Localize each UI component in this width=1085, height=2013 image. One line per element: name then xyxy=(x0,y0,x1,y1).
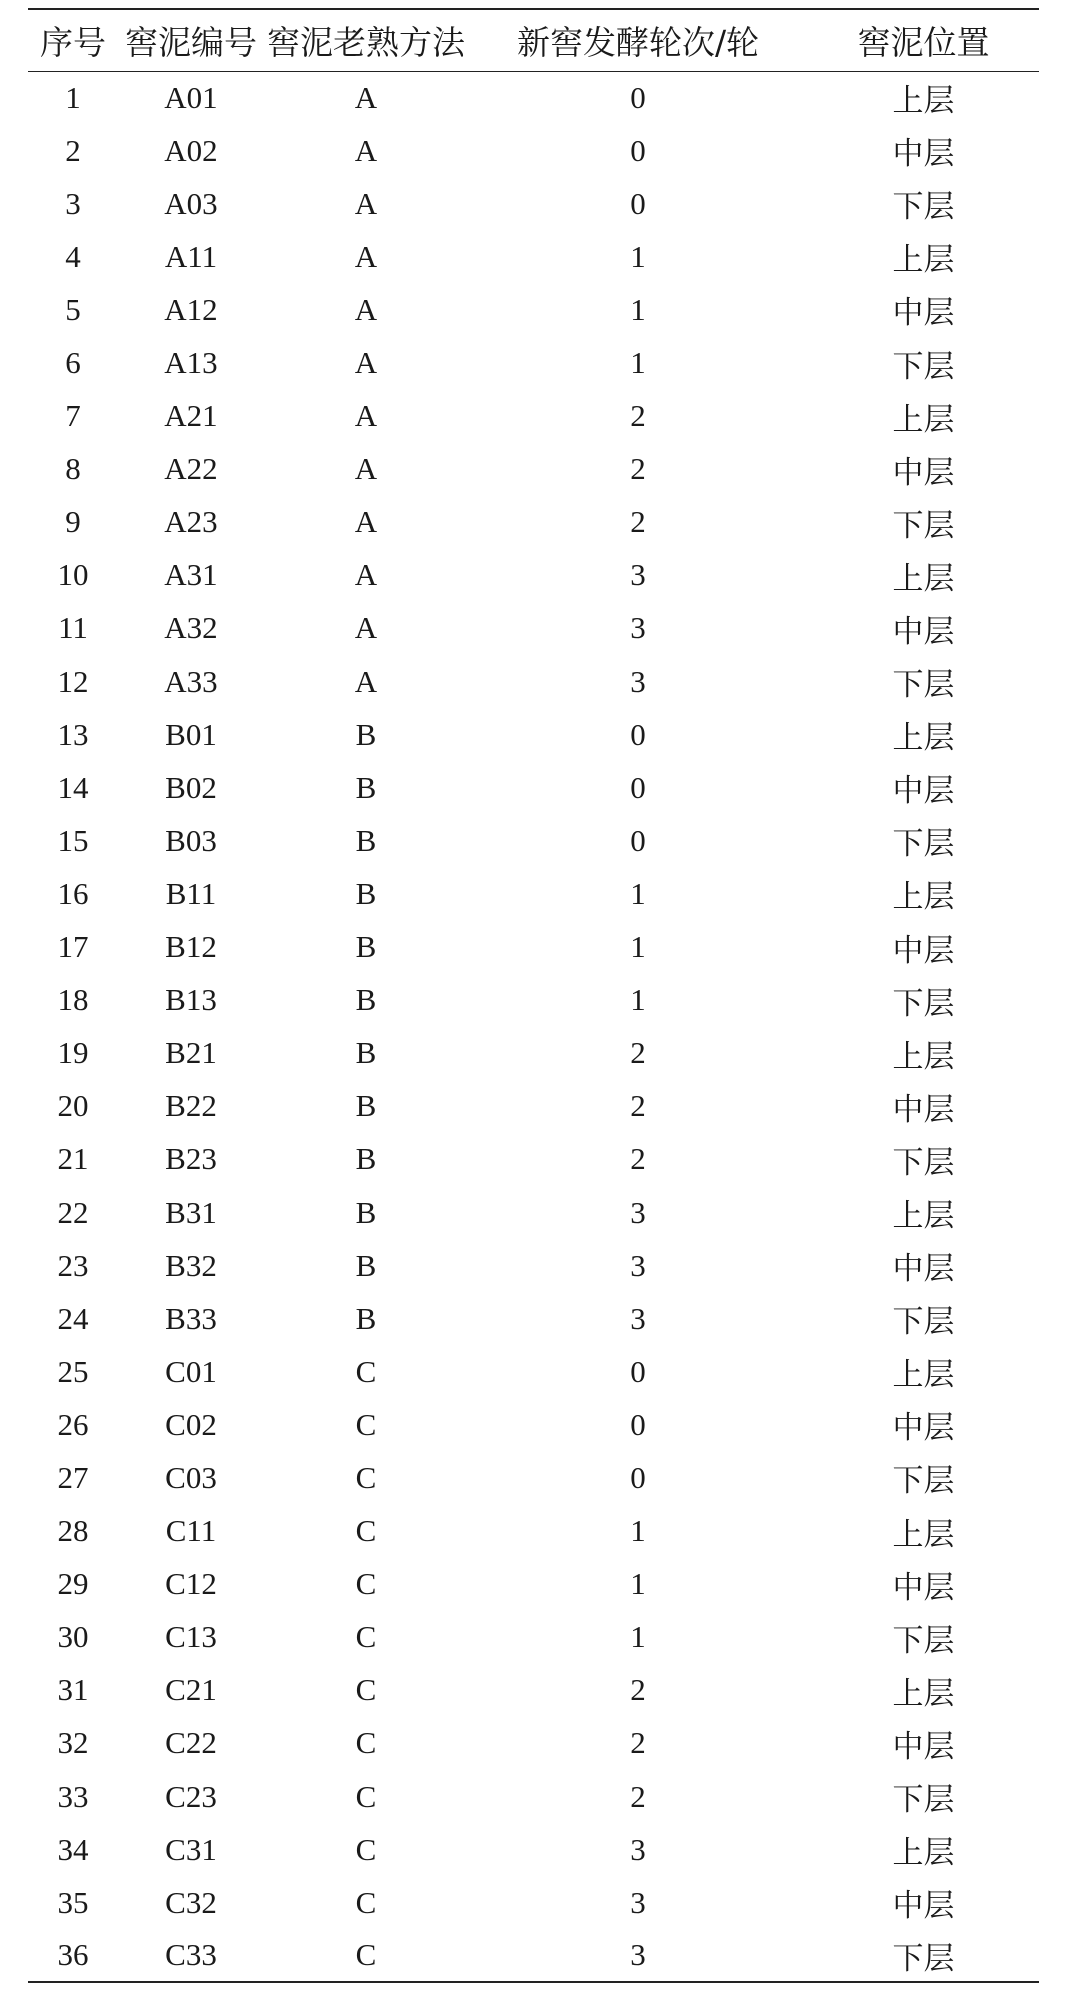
cell-pit-mud-id: A13 xyxy=(164,345,218,381)
table-row xyxy=(28,1186,1039,1239)
cell-aging-method: B xyxy=(355,1247,377,1283)
cell-pit-mud-id: B32 xyxy=(165,1247,217,1283)
cell-serial-number: 28 xyxy=(57,1513,89,1549)
cell-aging-method: A xyxy=(354,398,378,434)
cell-serial-number: 18 xyxy=(57,982,89,1018)
table-row xyxy=(28,1080,1039,1133)
cell-fermentation-round: 1 xyxy=(630,345,646,381)
cell-fermentation-round: 1 xyxy=(630,982,646,1018)
table-row xyxy=(28,1398,1039,1451)
cell-pit-mud-id: C21 xyxy=(165,1672,217,1708)
cell-pit-mud-id: B21 xyxy=(165,1035,217,1071)
cell-serial-number: 21 xyxy=(57,1141,89,1177)
cell-fermentation-round: 3 xyxy=(630,1831,646,1867)
table-row xyxy=(28,71,1039,124)
cell-fermentation-round: 0 xyxy=(630,79,646,115)
table-row xyxy=(28,974,1039,1027)
cell-pit-mud-id: B11 xyxy=(165,875,217,911)
cell-aging-method: C xyxy=(355,1566,377,1602)
cell-fermentation-round: 0 xyxy=(630,1406,646,1442)
cell-aging-method: A xyxy=(354,663,378,699)
table-row xyxy=(28,1611,1039,1664)
cell-pit-mud-position: 下层 xyxy=(892,1304,955,1341)
cell-aging-method: C xyxy=(355,1831,377,1867)
cell-pit-mud-id: B13 xyxy=(165,982,217,1018)
cell-fermentation-round: 3 xyxy=(630,557,646,593)
cell-serial-number: 8 xyxy=(65,451,81,487)
cell-pit-mud-position: 下层 xyxy=(892,826,955,863)
table-row xyxy=(28,336,1039,389)
cell-aging-method: C xyxy=(355,1353,377,1389)
cell-pit-mud-position: 上层 xyxy=(892,83,955,120)
cell-aging-method: A xyxy=(354,79,378,115)
cell-pit-mud-position: 中层 xyxy=(892,1091,955,1128)
cell-fermentation-round: 2 xyxy=(630,1035,646,1071)
cell-aging-method: A xyxy=(354,238,378,274)
cell-aging-method: A xyxy=(354,291,378,327)
cell-fermentation-round: 2 xyxy=(630,1672,646,1708)
cell-fermentation-round: 1 xyxy=(630,875,646,911)
cell-fermentation-round: 3 xyxy=(630,1300,646,1336)
cell-serial-number: 34 xyxy=(57,1831,89,1867)
cell-pit-mud-position: 下层 xyxy=(892,507,955,544)
cell-fermentation-round: 1 xyxy=(630,1566,646,1602)
cell-pit-mud-position: 下层 xyxy=(892,1622,955,1659)
cell-serial-number: 11 xyxy=(58,610,88,646)
cell-pit-mud-id: B03 xyxy=(165,822,217,858)
cell-aging-method: B xyxy=(355,1194,377,1230)
cell-serial-number: 24 xyxy=(57,1300,89,1336)
table-row xyxy=(28,867,1039,920)
cell-serial-number: 16 xyxy=(57,875,89,911)
cell-pit-mud-id: C11 xyxy=(165,1513,217,1549)
cell-pit-mud-id: A11 xyxy=(164,238,218,274)
cell-serial-number: 31 xyxy=(57,1672,89,1708)
cell-serial-number: 25 xyxy=(57,1353,89,1389)
cell-fermentation-round: 2 xyxy=(630,451,646,487)
cell-pit-mud-position: 上层 xyxy=(892,1835,955,1872)
table-row xyxy=(28,283,1039,336)
table-header xyxy=(28,9,1039,71)
cell-serial-number: 22 xyxy=(57,1194,89,1230)
table-row xyxy=(28,921,1039,974)
cell-pit-mud-id: C33 xyxy=(118,1929,264,1982)
cell-fermentation-round: 1 xyxy=(630,929,646,965)
cell-fermentation-round: 0 xyxy=(630,822,646,858)
cell-pit-mud-position: 中层 xyxy=(892,613,955,650)
cell-pit-mud-id: A32 xyxy=(164,610,218,646)
cell-aging-method: C xyxy=(355,1406,377,1442)
cell-aging-method: B xyxy=(355,1088,377,1124)
data-table-container xyxy=(28,8,1039,1983)
table-row xyxy=(28,1133,1039,1186)
cell-serial-number: 3 xyxy=(65,185,81,221)
cell-pit-mud-id: B02 xyxy=(165,769,217,805)
cell-pit-mud-position: 上层 xyxy=(892,879,955,916)
cell-pit-mud-position: 上层 xyxy=(892,1357,955,1394)
cell-fermentation-round: 2 xyxy=(630,1778,646,1814)
cell-fermentation-round: 3 xyxy=(630,1194,646,1230)
cell-pit-mud-id: C31 xyxy=(165,1831,217,1867)
header-aging-method: 窖泥老熟方法 xyxy=(264,9,468,71)
cell-aging-method: C xyxy=(355,1672,377,1708)
cell-aging-method: A xyxy=(354,345,378,381)
cell-fermentation-round: 2 xyxy=(630,1088,646,1124)
cell-serial-number: 1 xyxy=(65,79,81,115)
cell-aging-method: C xyxy=(355,1725,377,1761)
cell-serial-number: 4 xyxy=(65,238,81,274)
cell-pit-mud-id: A03 xyxy=(164,185,218,221)
cell-serial-number: 23 xyxy=(57,1247,89,1283)
cell-aging-method: B xyxy=(355,716,377,752)
cell-pit-mud-position: 中层 xyxy=(892,932,955,969)
table-row xyxy=(28,1770,1039,1823)
cell-aging-method: C xyxy=(355,1778,377,1814)
cell-serial-number: 35 xyxy=(57,1884,89,1920)
cell-serial-number: 12 xyxy=(57,663,89,699)
cell-serial-number: 32 xyxy=(57,1725,89,1761)
cell-aging-method: B xyxy=(355,929,377,965)
cell-fermentation-round: 2 xyxy=(630,504,646,540)
table-row xyxy=(28,549,1039,602)
cell-serial-number: 7 xyxy=(65,398,81,434)
cell-pit-mud-id: C02 xyxy=(165,1406,217,1442)
table-row xyxy=(28,443,1039,496)
table-row xyxy=(28,230,1039,283)
cell-aging-method: B xyxy=(355,822,377,858)
table-row xyxy=(28,1929,1039,1982)
table-row xyxy=(28,1027,1039,1080)
table-row xyxy=(28,124,1039,177)
cell-pit-mud-position: 中层 xyxy=(892,295,955,332)
cell-serial-number: 36 xyxy=(28,1929,118,1982)
cell-pit-mud-position: 中层 xyxy=(892,1410,955,1447)
cell-serial-number: 13 xyxy=(57,716,89,752)
cell-aging-method: C xyxy=(264,1929,468,1982)
cell-serial-number: 9 xyxy=(65,504,81,540)
cell-pit-mud-position: 下层 xyxy=(808,1929,1039,1982)
cell-aging-method: A xyxy=(354,557,378,593)
header-pit-mud-position: 窖泥位置 xyxy=(808,9,1039,71)
cell-fermentation-round: 2 xyxy=(630,398,646,434)
cell-pit-mud-id: C32 xyxy=(165,1884,217,1920)
cell-aging-method: A xyxy=(354,132,378,168)
cell-pit-mud-position: 下层 xyxy=(892,985,955,1022)
table-row xyxy=(28,708,1039,761)
cell-serial-number: 15 xyxy=(57,822,89,858)
cell-pit-mud-id: A33 xyxy=(164,663,218,699)
cell-aging-method: B xyxy=(355,1035,377,1071)
cell-pit-mud-id: C12 xyxy=(165,1566,217,1602)
table-row xyxy=(28,761,1039,814)
cell-pit-mud-position: 上层 xyxy=(892,1516,955,1553)
pit-mud-table xyxy=(28,8,1039,1983)
cell-pit-mud-position: 下层 xyxy=(892,348,955,385)
cell-pit-mud-position: 上层 xyxy=(892,1198,955,1235)
cell-fermentation-round: 1 xyxy=(630,291,646,327)
cell-fermentation-round: 0 xyxy=(630,769,646,805)
cell-pit-mud-position: 下层 xyxy=(892,667,955,704)
cell-fermentation-round: 3 xyxy=(630,610,646,646)
cell-pit-mud-position: 中层 xyxy=(892,1251,955,1288)
cell-pit-mud-position: 中层 xyxy=(892,1569,955,1606)
cell-fermentation-round: 2 xyxy=(630,1141,646,1177)
cell-pit-mud-id: B12 xyxy=(165,929,217,965)
cell-serial-number: 26 xyxy=(57,1406,89,1442)
cell-pit-mud-id: A01 xyxy=(164,79,218,115)
cell-pit-mud-position: 上层 xyxy=(892,401,955,438)
cell-serial-number: 19 xyxy=(57,1035,89,1071)
cell-aging-method: B xyxy=(355,1300,377,1336)
cell-pit-mud-id: C01 xyxy=(165,1353,217,1389)
cell-fermentation-round: 3 xyxy=(468,1929,808,1982)
cell-pit-mud-id: A31 xyxy=(164,557,218,593)
cell-aging-method: C xyxy=(355,1513,377,1549)
cell-serial-number: 17 xyxy=(57,929,89,965)
cell-pit-mud-position: 上层 xyxy=(892,1675,955,1712)
table-row xyxy=(28,1239,1039,1292)
cell-fermentation-round: 1 xyxy=(630,1619,646,1655)
cell-serial-number: 20 xyxy=(57,1088,89,1124)
cell-pit-mud-position: 中层 xyxy=(892,1728,955,1765)
cell-aging-method: C xyxy=(355,1459,377,1495)
cell-pit-mud-id: A21 xyxy=(164,398,218,434)
cell-serial-number: 30 xyxy=(57,1619,89,1655)
cell-pit-mud-position: 中层 xyxy=(892,1888,955,1925)
cell-fermentation-round: 0 xyxy=(630,1353,646,1389)
cell-aging-method: A xyxy=(354,610,378,646)
table-body xyxy=(28,71,1039,1982)
cell-fermentation-round: 2 xyxy=(630,1725,646,1761)
cell-pit-mud-position: 上层 xyxy=(892,242,955,279)
cell-pit-mud-position: 下层 xyxy=(892,1144,955,1181)
cell-pit-mud-id: C13 xyxy=(165,1619,217,1655)
cell-serial-number: 2 xyxy=(65,132,81,168)
table-row xyxy=(28,1451,1039,1504)
table-row xyxy=(28,177,1039,230)
header-serial-number: 序号 xyxy=(28,9,118,71)
cell-pit-mud-position: 中层 xyxy=(892,773,955,810)
table-row xyxy=(28,1558,1039,1611)
cell-aging-method: B xyxy=(355,1141,377,1177)
cell-serial-number: 14 xyxy=(57,769,89,805)
cell-aging-method: A xyxy=(354,185,378,221)
cell-pit-mud-position: 上层 xyxy=(892,1038,955,1075)
cell-pit-mud-position: 上层 xyxy=(892,560,955,597)
cell-fermentation-round: 0 xyxy=(630,185,646,221)
cell-aging-method: B xyxy=(355,875,377,911)
table-row xyxy=(28,602,1039,655)
cell-fermentation-round: 3 xyxy=(630,663,646,699)
cell-pit-mud-position: 上层 xyxy=(892,720,955,757)
cell-pit-mud-id: A12 xyxy=(164,291,218,327)
cell-pit-mud-position: 中层 xyxy=(892,454,955,491)
header-pit-mud-id: 窖泥编号 xyxy=(118,9,264,71)
cell-pit-mud-id: A22 xyxy=(164,451,218,487)
header-row xyxy=(28,9,1039,71)
cell-aging-method: C xyxy=(355,1884,377,1920)
cell-aging-method: B xyxy=(355,982,377,1018)
cell-fermentation-round: 1 xyxy=(630,238,646,274)
cell-pit-mud-position: 下层 xyxy=(892,189,955,226)
table-row xyxy=(28,1823,1039,1876)
table-row xyxy=(28,1876,1039,1929)
cell-pit-mud-id: B22 xyxy=(165,1088,217,1124)
table-row xyxy=(28,1292,1039,1345)
cell-pit-mud-id: C22 xyxy=(165,1725,217,1761)
cell-pit-mud-id: B33 xyxy=(165,1300,217,1336)
cell-serial-number: 5 xyxy=(65,291,81,327)
table-row xyxy=(28,1505,1039,1558)
cell-pit-mud-id: C23 xyxy=(165,1778,217,1814)
cell-fermentation-round: 0 xyxy=(630,716,646,752)
cell-fermentation-round: 3 xyxy=(630,1884,646,1920)
cell-aging-method: A xyxy=(354,504,378,540)
table-row xyxy=(28,1664,1039,1717)
cell-pit-mud-id: B31 xyxy=(165,1194,217,1230)
table-row xyxy=(28,1717,1039,1770)
cell-pit-mud-id: A23 xyxy=(164,504,218,540)
cell-fermentation-round: 1 xyxy=(630,1513,646,1549)
cell-pit-mud-position: 下层 xyxy=(892,1463,955,1500)
cell-pit-mud-id: C03 xyxy=(165,1459,217,1495)
cell-pit-mud-id: B01 xyxy=(165,716,217,752)
cell-pit-mud-id: A02 xyxy=(164,132,218,168)
table-row xyxy=(28,390,1039,443)
cell-aging-method: B xyxy=(355,769,377,805)
cell-serial-number: 27 xyxy=(57,1459,89,1495)
cell-pit-mud-position: 下层 xyxy=(892,1782,955,1819)
cell-aging-method: A xyxy=(354,451,378,487)
cell-pit-mud-id: B23 xyxy=(165,1141,217,1177)
cell-pit-mud-position: 中层 xyxy=(892,136,955,173)
cell-aging-method: C xyxy=(355,1619,377,1655)
cell-fermentation-round: 0 xyxy=(630,132,646,168)
table-row xyxy=(28,1345,1039,1398)
table-row xyxy=(28,496,1039,549)
cell-serial-number: 6 xyxy=(65,345,81,381)
table-row xyxy=(28,655,1039,708)
header-fermentation-round: 新窖发酵轮次/轮 xyxy=(468,9,808,71)
cell-serial-number: 33 xyxy=(57,1778,89,1814)
cell-serial-number: 10 xyxy=(57,557,89,593)
cell-fermentation-round: 3 xyxy=(630,1247,646,1283)
table-row xyxy=(28,814,1039,867)
cell-serial-number: 29 xyxy=(57,1566,89,1602)
cell-fermentation-round: 0 xyxy=(630,1459,646,1495)
